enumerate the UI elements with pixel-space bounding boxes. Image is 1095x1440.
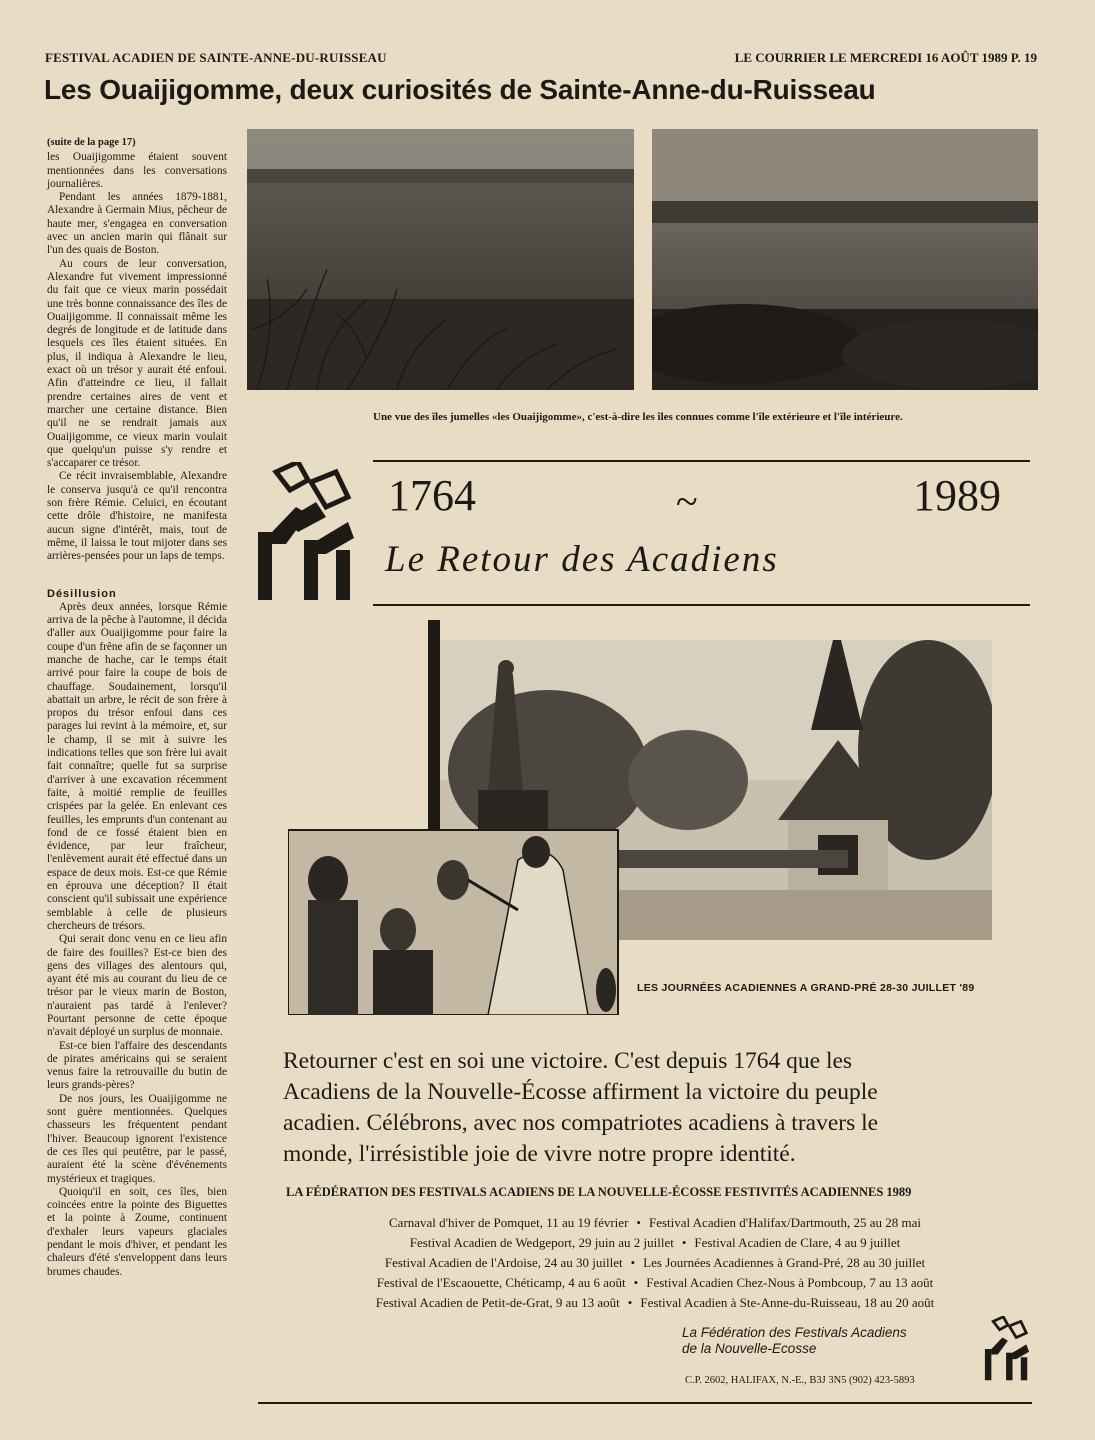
festival-entry: Festival Acadien de l'Ardoise, 24 au 30 juillet xyxy=(384,1255,623,1270)
paragraph: De nos jours, les Ouaijigomme ne sont guère mentionnées. Quelques chasseurs les fréquentent pendant l'hiver. Beaucoup ignorent l'existence de ces îles qui peutêtre, par le passé, auraient été la scène d'événements mystérieux et tragiques. xyxy=(47,1092,227,1185)
photo-inner-island xyxy=(652,129,1038,390)
landscape-photo-left xyxy=(247,129,634,390)
year-separator: ~ xyxy=(676,479,698,524)
federation-name-line: La Fédération des Festivals Acadiens xyxy=(682,1325,907,1340)
paragraph: Au cours de leur conversation, Alexandre fut vivement impressionné du fait que ce vieux marin possédait une très bonne connaissance des îles de Ouaijigomme. Il connaissait même les degrés de longitude et de latitude dans lesquels ces îles étaient situées. En plus, il indiqua à Alexandre le lieu, exact où un trésor y aurait été enfoui. Afin d'atteindre ce lieu, il fallait prendre certaines aires de vent et marcher une certaine distance. Bien qu'il ne se rendrait jamais aux Ouaijigomme, ce vieux marin voulait que quelqu'un puisse s'y rendre et s'accaparer ce trésor. xyxy=(47,257,227,470)
ad-body-line: acadien. Célébrons, avec nos compatriotes acadiens à travers le xyxy=(283,1110,879,1136)
acadian-logo-small-icon xyxy=(984,1316,1030,1382)
festival-photo-collage xyxy=(288,620,992,1015)
festival-row xyxy=(285,1213,1025,1233)
festival-entry: Festival Acadien de Wedgeport, 29 juin au 2 juillet xyxy=(409,1235,674,1250)
ad-title-rule xyxy=(373,604,1030,606)
ad-body-line: monde, l'irrésistible joie de vivre notre propre identité. xyxy=(283,1141,796,1167)
festival-list xyxy=(285,1213,1025,1313)
paragraph: Est-ce bien l'affaire des descendants de pirates américains qui se seraient venus faire la retrouvaille du butin de leurs grands-pères? xyxy=(47,1039,227,1092)
bullet: • xyxy=(681,1235,687,1250)
paragraph: Ce récit invraisemblable, Alexandre le conserva jusqu'à ce qu'il rencontra son frère Rémie. Celuici, en écoutant cette drôle d'histoire, ne manifesta aucun signe d'intérêt, mais, tout de même, il laissa le tout mijoter dans ses arrières-pensées pour un laps de temps. xyxy=(47,470,227,563)
bullet: • xyxy=(636,1215,641,1230)
bullet: • xyxy=(633,1275,639,1290)
festival-entry: Festival de l'Escaouette, Chéticamp, 4 au 6 août xyxy=(376,1275,626,1290)
ad-body-line: Retourner c'est en soi une victoire. C'est depuis 1764 que les xyxy=(283,1048,853,1074)
federation-name xyxy=(682,1325,907,1357)
festival-entry: Les Journées Acadiennes à Grand-Pré, 28 au 30 juillet xyxy=(643,1255,926,1270)
year-end: 1989 xyxy=(913,471,1001,520)
paragraph: Après deux années, lorsque Rémie arriva de la pêche à l'automne, il décida d'aller aux Ouaijigomme pour faire la coupe d'un frêne afin de se façonner un manche de hache, car le temps était arrivé pour faire la coupe de bois de chauffage. Soudainement, lorsqu'il abattait un arbre, le récit de son frère à propos du trésor enfoui dans ces parages lui revint à la mémoire, et, sur le champ, il se mit à suivre les indications telles que son frère lui avait fait connaître; quelle fut sa surprise d'arriver à une excavation récemment faite, à moitié remplie de feuilles crispées par la gelée. En enlevant ces feuilles, les emprunts d'un contenant au fond de ce fossé étaient bien en évidence, par leur fraîcheur, l'enlèvement aurait été effectué dans un espace de deux mois. Est-ce que Rémie en éprouva une déception? Il était conscient qu'il subissait une expérience semblable à celle de plusieurs chercheurs de trésors. xyxy=(47,600,227,932)
ad-title: Le Retour des Acadiens xyxy=(385,539,779,580)
federation-title: LA FÉDÉRATION DES FESTIVALS ACADIENS DE LA NOUVELLE-ÉCOSSE FESTIVITÉS ACADIENNES 1989 xyxy=(286,1185,912,1199)
paragraph: Quoiqu'il en soit, ces îles, bien coincées entre la pointe des Biguettes et la pointe à Zoume, continuent d'exhaler leurs vapeurs glaciales pendant le mois d'hiver, et pendant les chaleurs d'été s'enveloppent dans leurs brumes chaudes. xyxy=(47,1185,227,1278)
bullet: • xyxy=(627,1295,633,1310)
acadian-federation-logo xyxy=(256,462,356,602)
festival-photo-caption: LES JOURNÉES ACADIENNES A GRAND-PRÉ 28-30 JUILLET '89 xyxy=(637,982,975,994)
headline: Les Ouaijigomme, deux curiosités de Sainte-Anne-du-Ruisseau xyxy=(44,74,876,105)
festival-row xyxy=(285,1253,1025,1273)
section-header: FESTIVAL ACADIEN DE SAINTE-ANNE-DU-RUISSEAU xyxy=(45,50,387,65)
festival-entry: Festival Acadien Chez-Nous à Pombcoup, 7 au 13 août xyxy=(646,1275,934,1290)
festival-row xyxy=(285,1273,1025,1293)
festival-entry: Festival Acadien de Clare, 4 au 9 juillet xyxy=(694,1235,901,1250)
bullet: • xyxy=(630,1255,636,1270)
article-column xyxy=(47,136,227,1279)
year-start: 1764 xyxy=(388,471,476,520)
grand-pre-photo xyxy=(288,620,992,1015)
landscape-photo-right xyxy=(652,129,1038,390)
issue-date-page: LE COURRIER LE MERCREDI 16 AOÛT 1989 P. 19 xyxy=(734,50,1037,65)
federation-address: C.P. 2602, HALIFAX, N.-E., B3J 3N5 (902) 423-5893 xyxy=(685,1375,915,1386)
festival-row xyxy=(285,1233,1025,1253)
subheading: Désillusion xyxy=(47,587,117,600)
festival-entry: Carnaval d'hiver de Pomquet, 11 au 19 février xyxy=(389,1215,629,1230)
festival-entry: Festival Acadien d'Halifax/Dartmouth, 25 au 28 mai xyxy=(648,1215,921,1230)
photo-outer-island xyxy=(247,129,634,390)
paragraph: les Ouaijigomme étaient souvent mentionnées dans les conversations journalières. xyxy=(47,151,227,190)
continued-note: (suite de la page 17) xyxy=(47,137,136,148)
festival-entry: Festival Acadien de Petit-de-Grat, 9 au 13 août xyxy=(375,1295,620,1310)
paragraph: Pendant les années 1879-1881, Alexandre à Germain Mius, pêcheur de haute mer, s'engagea en conversation avec un ancien marin qui flânait sur l'un des quais de Boston. xyxy=(47,191,227,257)
acadian-logo-icon xyxy=(256,462,356,602)
paragraph: Qui serait donc venu en ce lieu afin de faire des fouilles? Est-ce bien des gens des villages des alentours qui, ayant été mis au courant du lieu de ce trésor par le vieux marin de Boston, n'auraient pas tardé à l'enlever? Pourtant personne de cette époque n'avait déployé un surplus de monnaie. xyxy=(47,933,227,1039)
ad-body-line: Acadiens de la Nouvelle-Écosse affirment la victoire du peuple xyxy=(283,1079,878,1105)
ad-top-rule xyxy=(373,460,1030,462)
small-acadian-logo xyxy=(984,1316,1030,1382)
ad-body-text xyxy=(283,1046,1023,1170)
festival-row xyxy=(285,1293,1025,1313)
ad-bottom-rule xyxy=(258,1402,1032,1404)
federation-name-line: de la Nouvelle-Ecosse xyxy=(682,1341,817,1356)
festival-entry: Festival Acadien à Ste-Anne-du-Ruisseau, 18 au 20 août xyxy=(640,1295,935,1310)
photo-caption: Une vue des îles jumelles «les Ouaijigomme», c'est-à-dire les îles connues comme l'île extérieure et l'île intérieure. xyxy=(373,411,903,423)
